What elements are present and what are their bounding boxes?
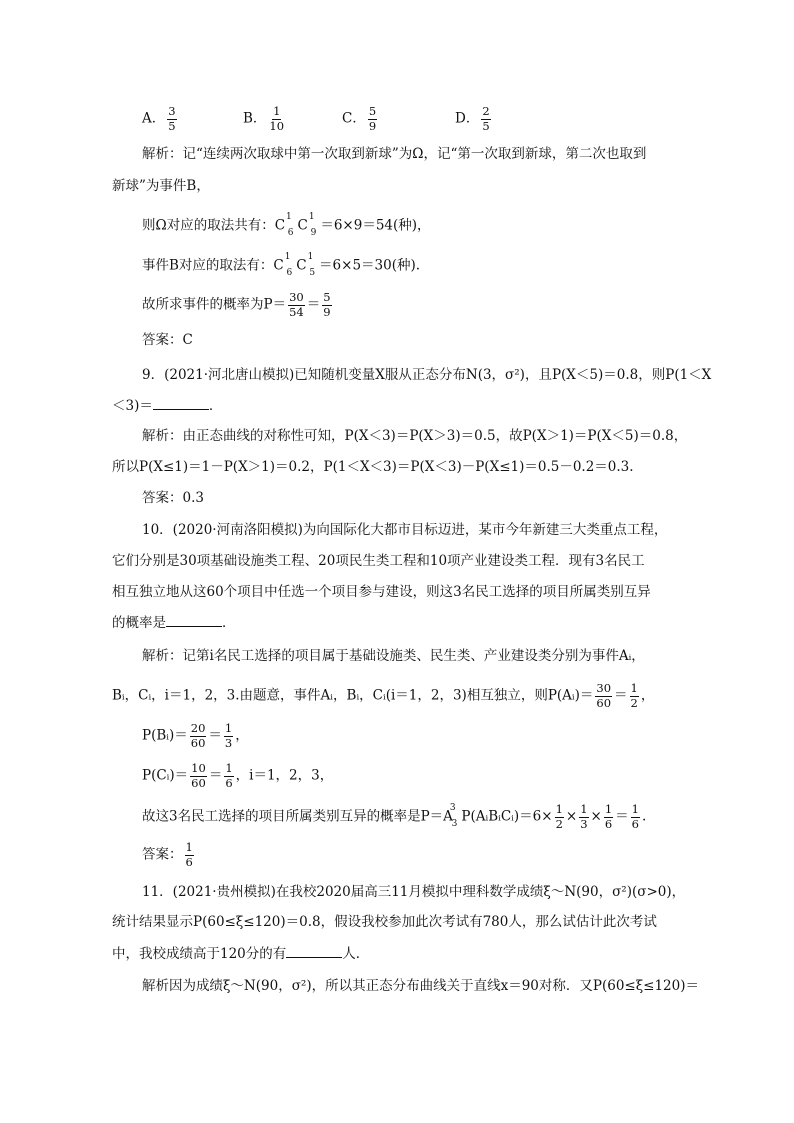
q9-answer: 答案：0.3: [142, 490, 204, 506]
q8-probability: 故所求事件的概率为P＝ $\frac{30}{54}$ ＝ $\frac{5}{9}$: [142, 290, 331, 319]
option-c: C． $\frac{5}{9}$: [342, 104, 377, 133]
q10-answer: 答案： $\frac{1}{6}$: [142, 840, 193, 869]
q10-pb: P(Bᵢ)＝ $\frac{20}{60}$ ＝ $\frac{1}{3}$ ，: [142, 721, 249, 750]
option-a: A． $\frac{3}{5}$: [142, 104, 176, 133]
option-b: B． $\frac{1}{10}$: [243, 104, 285, 133]
q9-analysis-line2: 所以P(X≤1)＝1－P(X＞1)＝0.2，P(1＜X＜3)＝P(X＜3)－P(X≤1)＝0.5－0.2＝0.3.: [112, 459, 634, 475]
answer-blank: [286, 944, 342, 958]
q11-stem-line2: 统计结果显示P(60≤ξ≤120)＝0.8，假设我校参加此次考试有780人，那么试估计此次考试: [112, 914, 657, 930]
q8-analysis-line1: 解析：记“连续两次取球中第一次取到新球”为Ω，记“第一次取到新球，第二次也取到: [142, 146, 647, 162]
q9-stem-line1: 9．(2021·河北唐山模拟)已知随机变量X服从正态分布N(3，σ²)，且P(X＜5)＝0.8，则P(1＜X: [142, 367, 712, 383]
q10-stem-line3: 相互独立地从这60个项目中任选一个项目参与建设，则这3名民工选择的项目所属类别互异: [112, 584, 651, 600]
q10-stem-line4: 的概率是 ．: [112, 615, 236, 631]
q8-omega-count: 则Ω对应的取法共有：$C^1_6$ $C^1_9 =6\times 9=54$(种)，: [142, 212, 431, 239]
q8-event-b-count: 事件B对应的取法有：$C^1_6$ $C^1_5 =6\times 5=30$(种).: [142, 252, 421, 279]
q11-analysis-line1: 解析因为成绩ξ～N(90，σ²)，所以其正态分布曲线关于直线x＝90对称．又P(60≤ξ≤120)＝: [142, 978, 699, 994]
q10-pc: P(Cᵢ)＝ $\frac{10}{60}$ ＝ $\frac{1}{6}$ ，i＝1，2，3，: [142, 761, 334, 790]
q10-analysis-line1: 解析：记第i名民工选择的项目属于基础设施类、民生类、产业建设类分别为事件Aᵢ，: [142, 648, 645, 664]
q10-final: 故这3名民工选择的项目所属类别互异的概率是$P=A^3_3$ P(AᵢBᵢCᵢ)＝6× $\frac{1}{2}$ × $\frac{1}{3}$ × $\frac{1}{6}$ ＝ $\frac{1}{6}$ .: [142, 802, 647, 831]
q10-stem-line2: 它们分别是30项基础设施类工程、20项民生类工程和10项产业建设类工程．现有3名民工: [112, 553, 645, 569]
q10-analysis-line2: Bᵢ，Cᵢ，i＝1，2，3.由题意，事件Aᵢ，Bᵢ，Cᵢ(i＝1，2，3)相互独立，则P(Aᵢ)＝ $\frac{30}{60}$ ＝ $\frac{1}{2}$ ，: [112, 681, 655, 710]
answer-blank: [166, 613, 222, 627]
q8-analysis-line2: 新球”为事件B，: [112, 178, 210, 194]
q10-stem-line1: 10．(2020·河南洛阳模拟)为向国际化大都市目标迈进，某市今年新建三大类重点工程，: [142, 522, 668, 538]
q11-stem-line1: 11．(2021·贵州模拟)在我校2020届高三11月模拟中理科数学成绩ξ～N(90，σ²)(σ>0)，: [142, 884, 686, 900]
option-d-fraction: $\frac{2}{5}$: [482, 104, 490, 133]
q11-stem-line3: 中，我校成绩高于120分的有 人．: [112, 946, 370, 962]
q9-analysis-line1: 解析：由正态曲线的对称性可知，P(X＜3)＝P(X＞3)＝0.5，故P(X＞1)＝P(X＜5)＝0.8，: [142, 428, 688, 444]
q8-answer: 答案：C: [142, 332, 193, 348]
q9-stem-line2: ＜3)＝ ．: [112, 398, 223, 414]
option-b-fraction: $\frac{1}{10}$: [269, 104, 285, 133]
option-c-fraction: $\frac{5}{9}$: [368, 104, 377, 133]
option-d: D． $\frac{2}{5}$: [455, 104, 490, 133]
answer-blank: [153, 396, 209, 410]
option-a-fraction: $\frac{3}{5}$: [168, 104, 176, 133]
